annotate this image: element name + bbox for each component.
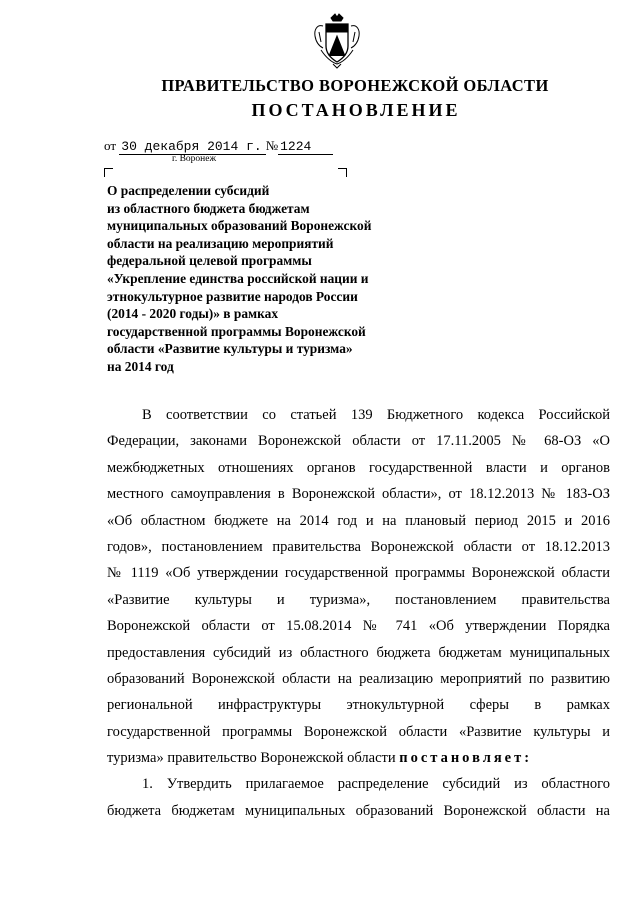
number-prefix: №	[265, 138, 279, 153]
body-line: предоставления субсидий из областного бюджета бюджетам муниципальных	[107, 644, 610, 661]
body-line: годов», постановлением правительства Воронежской области от 18.12.2013	[107, 538, 610, 555]
subject-line: этнокультурное развитие народов России	[107, 288, 358, 304]
body-line: местного самоуправления в Воронежской области», от 18.12.2013 № 183-ОЗ	[107, 486, 610, 503]
subject-line: из областного бюджета бюджетам	[107, 200, 310, 216]
body-line: «Об областном бюджете на 2014 год и на плановый период 2015 и 2016	[107, 512, 610, 529]
item-1-line: 1. Утвердить прилагаемое распределение субсидий из областного	[142, 776, 610, 793]
body-line: «Развитие культуры и туризма», постановлением правительства	[107, 591, 610, 608]
body-line: В соответствии со статьей 139 Бюджетного кодекса Российской	[142, 407, 610, 423]
subject-line: на 2014 год	[107, 358, 174, 374]
document-date: 30 декабря 2014 г.	[119, 139, 265, 155]
subject-line: «Укрепление единства российской нации и	[107, 270, 369, 286]
document-type: ПОСТАНОВЛЕНИЕ	[251, 100, 461, 120]
subject-line: О распределении субсидий	[107, 183, 270, 198]
body-final-text: туризма» правительство Воронежской области	[107, 750, 396, 767]
organization-title: ПРАВИТЕЛЬСТВО ВОРОНЕЖСКОЙ ОБЛАСТИ	[161, 76, 549, 95]
subject-line: муниципальных образований Воронежской	[107, 218, 372, 234]
document-body	[107, 402, 610, 824]
date-number-line	[104, 138, 333, 155]
coat-of-arms-icon	[311, 12, 363, 70]
item-1-line: бюджета бюджетам муниципальных образований Воронежской области на	[107, 802, 610, 819]
resolves-word: постановляет:	[399, 750, 533, 767]
body-line: Воронежской области от 15.08.2014 № 741 «Об утверждении Порядка	[107, 618, 610, 635]
document-subject	[107, 182, 427, 376]
subject-bracket-left	[104, 168, 113, 177]
document-number: 1224	[278, 139, 333, 155]
body-line: № 1119 «Об утверждении государственной программы Воронежской области	[107, 565, 610, 582]
body-line: государственной программы Воронежской области «Развитие культуры и	[107, 723, 610, 740]
subject-line: (2014 - 2020 годы)» в рамках	[107, 306, 279, 322]
date-prefix: от	[104, 138, 117, 153]
body-final-line	[107, 745, 610, 771]
subject-line: области на реализацию мероприятий	[107, 235, 334, 251]
body-line: межбюджетных отношениях органов государственной власти и органов	[107, 459, 610, 476]
body-line: образований Воронежской области на реализацию мероприятий по развитию	[107, 670, 610, 687]
subject-line: области «Развитие культуры и туризма»	[107, 341, 353, 357]
subject-line: государственной программы Воронежской	[107, 323, 366, 339]
city-label: г. Воронеж	[172, 154, 217, 164]
body-line: Федерации, законами Воронежской области от 17.11.2005 № 68-ОЗ «О	[107, 433, 610, 450]
subject-line: федеральной целевой программы	[107, 253, 312, 269]
body-line: региональной инфраструктуры этнокультурной сферы в рамках	[107, 697, 610, 714]
subject-bracket-right	[338, 168, 347, 177]
